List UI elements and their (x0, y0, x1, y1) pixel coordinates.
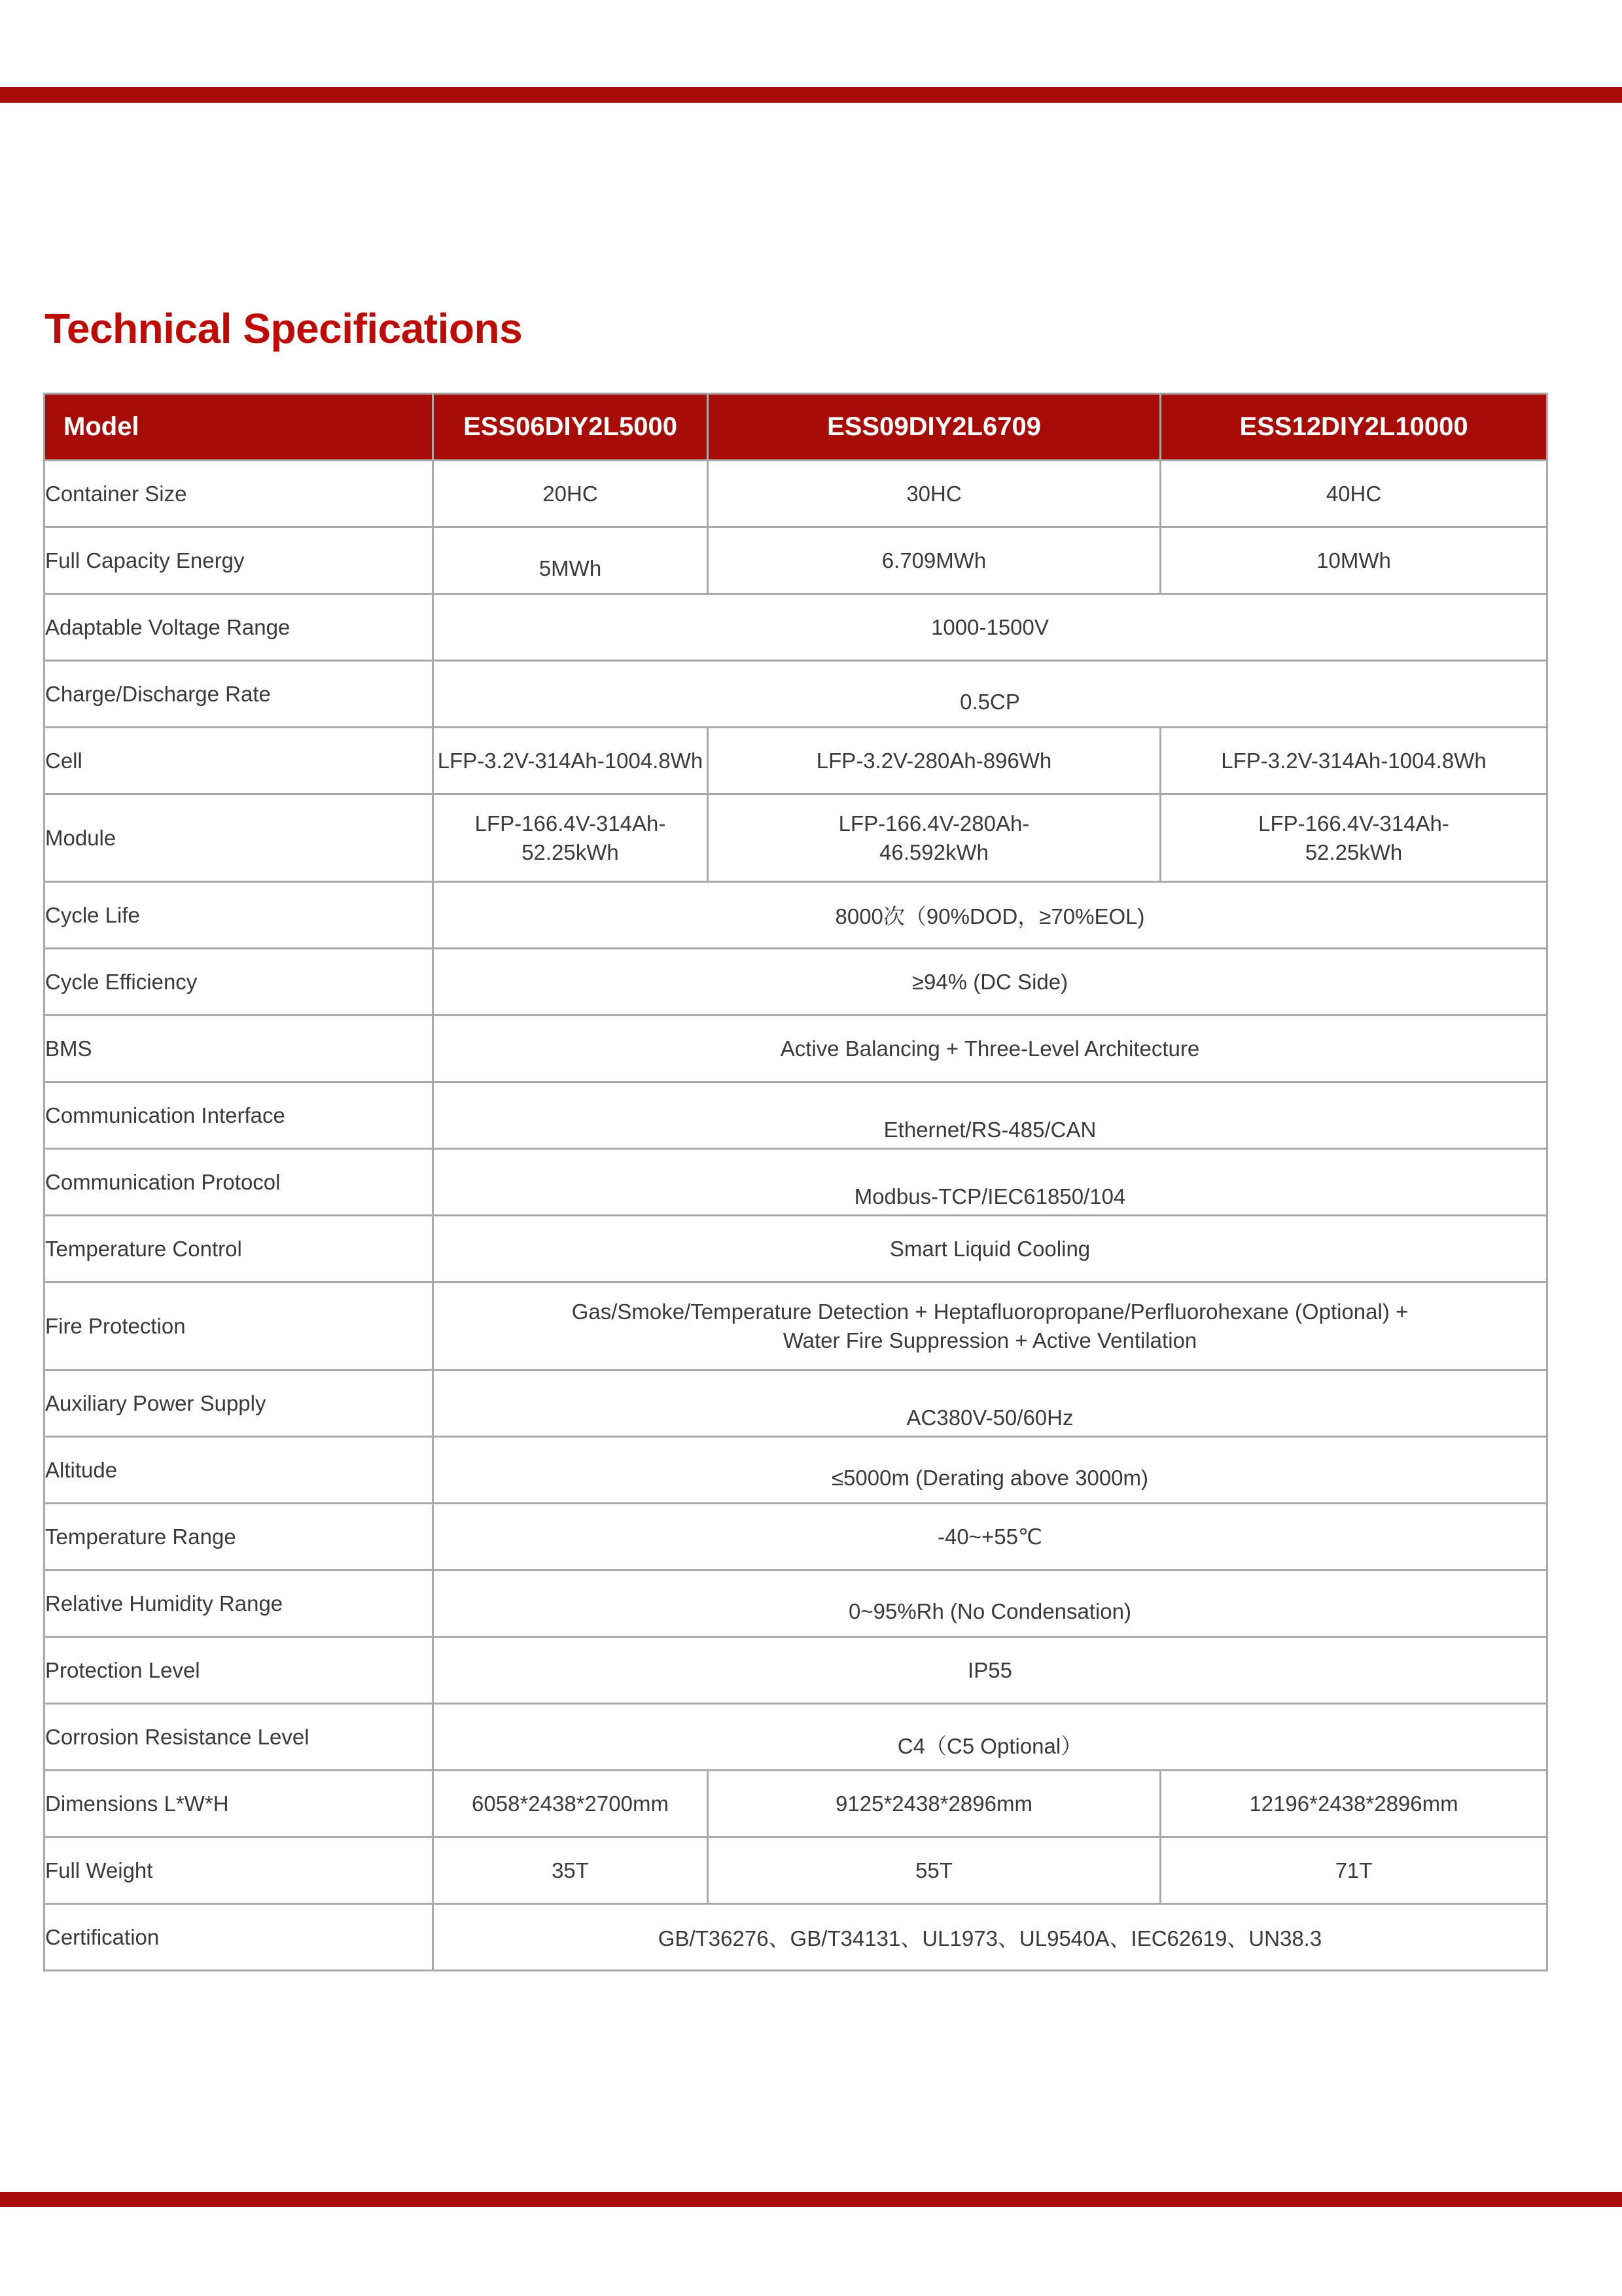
row-label: Dimensions L*W*H (44, 1771, 433, 1837)
row-label: Cell (44, 728, 433, 794)
table-row (44, 1149, 1547, 1216)
row-label: BMS (44, 1016, 433, 1082)
row-value: 55T (708, 1837, 1161, 1904)
row-label: Charge/Discharge Rate (44, 661, 433, 728)
top-accent-bar (0, 87, 1622, 103)
header-model-3: ESS12DIY2L10000 (1161, 394, 1547, 461)
row-value: 6.709MWh (708, 527, 1161, 594)
row-label: Module (44, 794, 433, 882)
row-label: Adaptable Voltage Range (44, 594, 433, 661)
row-value: 1000-1500V (433, 594, 1547, 661)
table-row (44, 461, 1547, 527)
row-label: Certification (44, 1904, 433, 1971)
row-value (708, 794, 1161, 882)
table-row (44, 1570, 1547, 1637)
table-row (44, 1437, 1547, 1504)
row-value (1161, 794, 1547, 882)
row-value (433, 1704, 1547, 1771)
row-value: 30HC (708, 461, 1161, 527)
table-row (44, 728, 1547, 794)
table-row (44, 1082, 1547, 1149)
row-value-line2: 46.592kWh (879, 839, 989, 864)
table-row (44, 794, 1547, 882)
row-value: 20HC (433, 461, 708, 527)
row-value: IP55 (433, 1637, 1547, 1704)
table-row (44, 1837, 1547, 1904)
row-value-line2: Water Fire Suppression + Active Ventilation (783, 1328, 1197, 1352)
row-label: Temperature Control (44, 1216, 433, 1282)
row-label: Container Size (44, 461, 433, 527)
table-row (44, 1016, 1547, 1082)
row-label: Full Weight (44, 1837, 433, 1904)
table-row (44, 1637, 1547, 1704)
row-value-line2: 52.25kWh (521, 839, 619, 864)
row-value: 10MWh (1161, 527, 1547, 594)
row-value-line1: LFP-166.4V-280Ah- (838, 811, 1030, 836)
table-row (44, 1771, 1547, 1837)
row-label: Cycle Efficiency (44, 949, 433, 1016)
row-label: Protection Level (44, 1637, 433, 1704)
row-label: Relative Humidity Range (44, 1570, 433, 1637)
table-row (44, 882, 1547, 949)
table-row (44, 661, 1547, 728)
row-label: Altitude (44, 1437, 433, 1504)
header-model-2: ESS09DIY2L6709 (708, 394, 1161, 461)
row-value (433, 1570, 1547, 1637)
row-value-text: Ethernet/RS-485/CAN (883, 1117, 1097, 1142)
technical-specifications-table (43, 393, 1548, 1971)
row-value: 8000次（90%DOD，≥70%EOL) (433, 882, 1547, 949)
table-row (44, 1704, 1547, 1771)
row-value (433, 1149, 1547, 1216)
row-value-line1: LFP-166.4V-314Ah- (1258, 811, 1449, 836)
table-row (44, 1216, 1547, 1282)
row-value-text: C4（C5 Optional） (897, 1734, 1083, 1758)
row-value: 71T (1161, 1837, 1547, 1904)
table-header-row (44, 394, 1547, 461)
row-value: 35T (433, 1837, 708, 1904)
row-value: Smart Liquid Cooling (433, 1216, 1547, 1282)
table-row (44, 1904, 1547, 1971)
row-label: Temperature Range (44, 1504, 433, 1570)
row-value (433, 1437, 1547, 1504)
row-value: LFP-3.2V-314Ah-1004.8Wh (1161, 728, 1547, 794)
row-value-line1: LFP-166.4V-314Ah- (474, 811, 666, 836)
row-value: Active Balancing + Three-Level Architecture (433, 1016, 1547, 1082)
table-row (44, 527, 1547, 594)
row-value-text: Modbus-TCP/IEC61850/104 (854, 1184, 1126, 1209)
row-value: 12196*2438*2896mm (1161, 1771, 1547, 1837)
row-value-text: 0~95%Rh (No Condensation) (848, 1598, 1131, 1623)
row-value-line1: Gas/Smoke/Temperature Detection + Heptafluoropropane/Perfluorohexane (Optional) + (571, 1299, 1409, 1324)
row-value (433, 1370, 1547, 1437)
bottom-accent-bar (0, 2192, 1622, 2207)
page-title: Technical Specifications (44, 305, 523, 352)
table-row (44, 949, 1547, 1016)
header-model-1: ESS06DIY2L5000 (433, 394, 708, 461)
row-label: Communication Protocol (44, 1149, 433, 1216)
row-value-line2: 52.25kWh (1305, 839, 1403, 864)
row-value: LFP-3.2V-280Ah-896Wh (708, 728, 1161, 794)
table-row (44, 594, 1547, 661)
row-value: LFP-3.2V-314Ah-1004.8Wh (433, 728, 708, 794)
row-value (433, 1282, 1547, 1370)
row-label: Auxiliary Power Supply (44, 1370, 433, 1437)
row-value (433, 527, 708, 594)
row-value: ≥94% (DC Side) (433, 949, 1547, 1016)
row-value: 9125*2438*2896mm (708, 1771, 1161, 1837)
row-value: 6058*2438*2700mm (433, 1771, 708, 1837)
header-model-label: Model (44, 394, 433, 461)
row-label: Cycle Life (44, 882, 433, 949)
row-value (433, 661, 1547, 728)
table-row (44, 1504, 1547, 1570)
row-value-text: 0.5CP (960, 689, 1020, 714)
row-value: -40~+55℃ (433, 1504, 1547, 1570)
row-label: Full Capacity Energy (44, 527, 433, 594)
table-row (44, 1282, 1547, 1370)
row-label: Fire Protection (44, 1282, 433, 1370)
row-value-text: 5MWh (538, 556, 602, 580)
row-value (433, 1082, 1547, 1149)
row-value-text: ≤5000m (Derating above 3000m) (831, 1465, 1149, 1490)
table-row (44, 1370, 1547, 1437)
row-value-text: AC380V-50/60Hz (906, 1405, 1074, 1430)
row-value: GB/T36276、GB/T34131、UL1973、UL9540A、IEC62619、UN38.3 (433, 1904, 1547, 1971)
row-label: Corrosion Resistance Level (44, 1704, 433, 1771)
row-value: 40HC (1161, 461, 1547, 527)
row-label: Communication Interface (44, 1082, 433, 1149)
row-value (433, 794, 708, 882)
